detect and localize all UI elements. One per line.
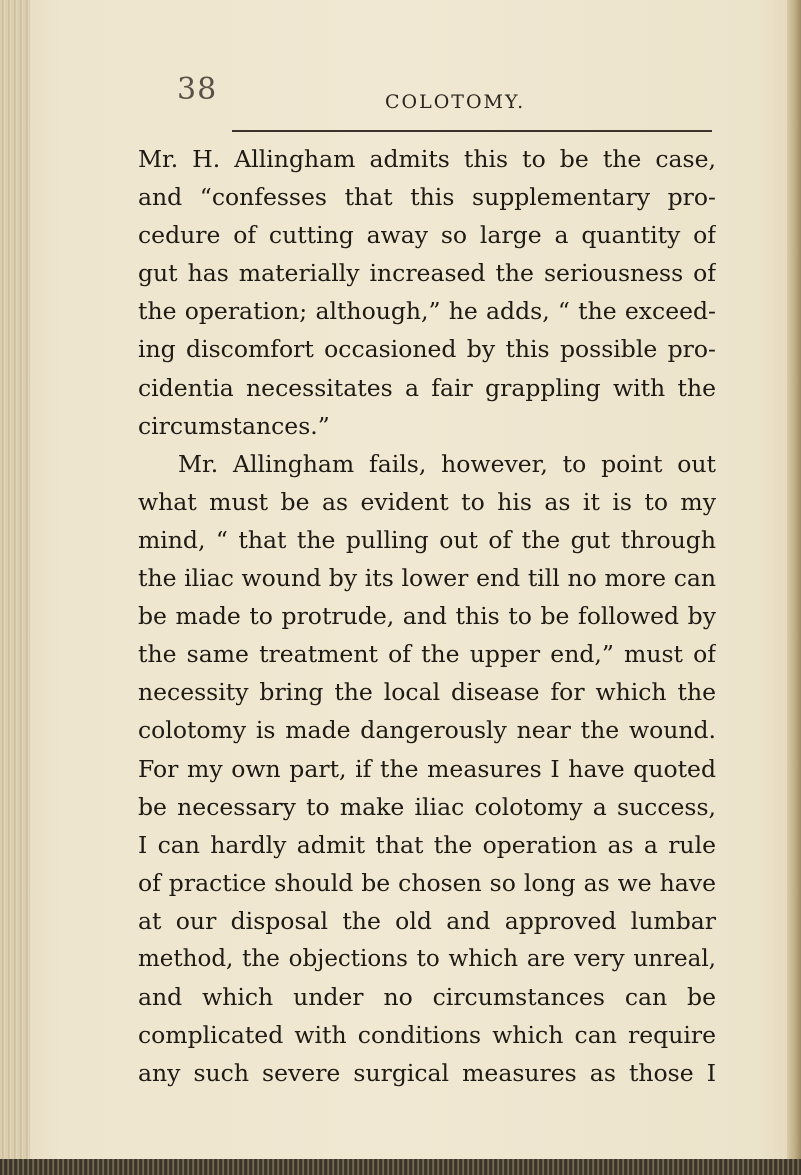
text-line: the operation; although,” he adds, “ the exceed- bbox=[138, 297, 716, 326]
text-line: and which under no circumstances can be bbox=[138, 983, 716, 1012]
text-line: what must be as evident to his as it is to my bbox=[138, 487, 716, 516]
text-line: at our disposal the old and approved lumbar bbox=[138, 906, 716, 935]
text-line: For my own part, if the measures I have quoted bbox=[138, 754, 716, 783]
text-line: any such severe surgical measures as those I bbox=[138, 1059, 716, 1088]
text-line: the iliac wound by its lower end till no more can bbox=[138, 564, 716, 593]
header-rule bbox=[232, 130, 712, 132]
text-line: method, the objections to which are very unreal, bbox=[138, 945, 716, 972]
body-text bbox=[138, 140, 716, 1092]
text-line: colotomy is made dangerously near the wound. bbox=[138, 716, 716, 745]
text-line: mind, “ that the pulling out of the gut through bbox=[138, 525, 716, 554]
binding-edge-right bbox=[787, 0, 801, 1160]
text-line: circumstances.” bbox=[138, 411, 330, 440]
text-line: and “confesses that this supplementary pro- bbox=[138, 183, 716, 212]
text-line: I can hardly admit that the operation as a rule bbox=[138, 830, 716, 859]
binding-edge-left bbox=[0, 0, 30, 1160]
text-line: cidentia necessitates a fair grappling with the bbox=[138, 373, 716, 402]
text-line: cedure of cutting away so large a quantity of bbox=[138, 221, 716, 250]
text-line: necessity bring the local disease for which the bbox=[138, 678, 716, 707]
text-line: gut has materially increased the seriousness of bbox=[138, 259, 716, 288]
text-line: Mr. Allingham fails, however, to point out bbox=[178, 449, 716, 478]
running-title: COLOTOMY. bbox=[385, 91, 526, 113]
page-number: 38 bbox=[177, 72, 218, 107]
text-line: ing discomfort occasioned by this possible pro- bbox=[138, 335, 716, 364]
text-line: of practice should be chosen so long as we have bbox=[138, 868, 716, 897]
text-line: Mr. H. Allingham admits this to be the case, bbox=[138, 145, 716, 173]
text-line: the same treatment of the upper end,” must of bbox=[138, 640, 716, 669]
text-line: be made to protrude, and this to be followed by bbox=[138, 602, 716, 631]
page-bottom-edge bbox=[0, 1159, 801, 1175]
text-line: complicated with conditions which can require bbox=[138, 1021, 716, 1050]
text-line: be necessary to make iliac colotomy a success, bbox=[138, 792, 716, 821]
